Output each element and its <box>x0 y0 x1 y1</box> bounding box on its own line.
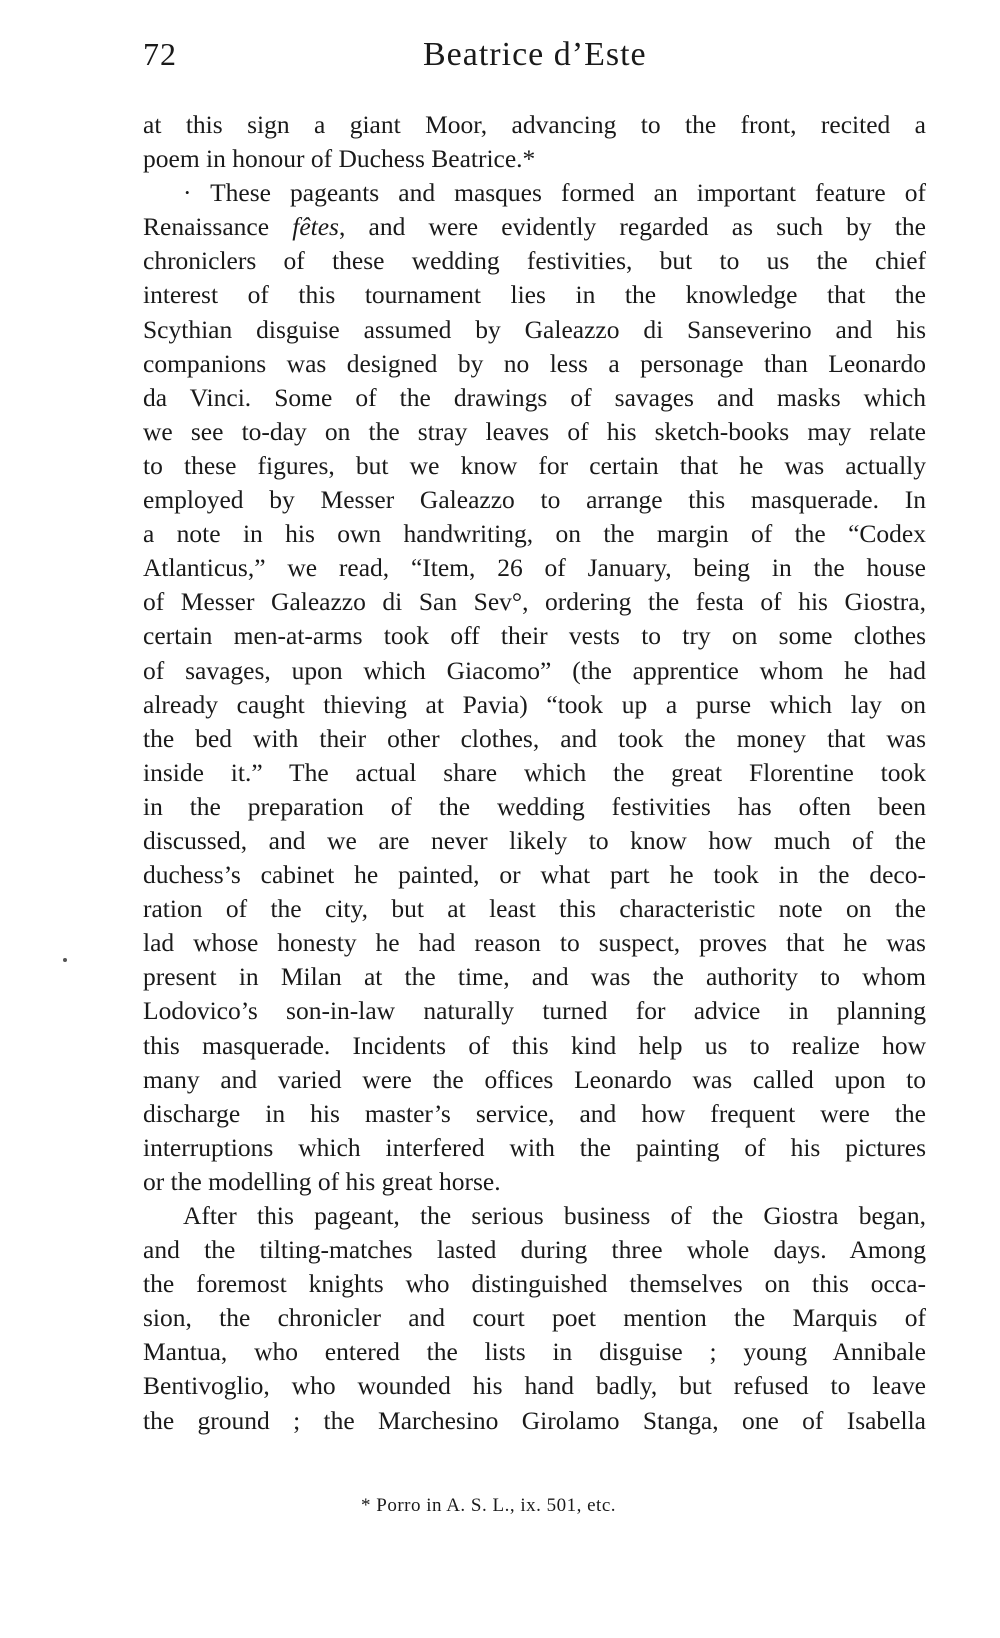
text-line: Renaissance fêtes, and were evidently regarded as such by the <box>143 212 927 242</box>
text-line: at this sign a giant Moor, advancing to the front, recited a <box>143 110 926 139</box>
text-line: to these figures, but we know for certain that he was actually <box>143 450 926 480</box>
running-title: Beatrice d’Este <box>423 36 647 73</box>
text-line: discharge in his master’s service, and how frequent were the <box>143 1098 926 1128</box>
footnote: * Porro in A. S. L., ix. 501, etc. <box>361 1495 617 1516</box>
text-line: After this pageant, the serious business of the Giostra began, <box>183 1201 926 1230</box>
text-line: employed by Messer Galeazzo to arrange this masquerade. In <box>143 485 926 515</box>
text-line: ration of the city, but at least this characteristic note on the <box>143 894 926 924</box>
text-line: companions was designed by no less a personage than Leonardo <box>143 348 926 378</box>
text-line: the foremost knights who distinguished themselves on this occa- <box>143 1269 926 1299</box>
text-line: we see to-day on the stray leaves of his sketch-books may relate <box>143 416 926 446</box>
text-line: Scythian disguise assumed by Galeazzo di Sanseverino and his <box>143 314 926 344</box>
text-line: duchess’s cabinet he painted, or what part he took in the deco- <box>143 860 926 890</box>
text-line: Lodovico’s son-in-law naturally turned for advice in planning <box>143 996 926 1026</box>
text-line: · These pageants and masques formed an important feature of <box>183 178 926 208</box>
text-line: sion, the chronicler and court poet mention the Marquis of <box>143 1303 926 1333</box>
text-line: this masquerade. Incidents of this kind help us to realize how <box>143 1030 926 1060</box>
text-line: or the modelling of his great horse. <box>143 1166 501 1196</box>
text-line: of Messer Galeazzo di San Sev°, ordering the festa of his Giostra, <box>143 587 926 617</box>
page-header <box>143 36 925 86</box>
text-line: chroniclers of these wedding festivities, but to us the chief <box>143 246 926 276</box>
stray-ink-mark <box>63 958 67 962</box>
text-line: certain men-at-arms took off their vests to try on some clothes <box>143 621 926 651</box>
text-line: poem in honour of Duchess Beatrice.* <box>143 144 536 174</box>
text-line: in the preparation of the wedding festivities has often been <box>143 791 926 821</box>
text-line: many and varied were the offices Leonardo was called upon to <box>143 1064 926 1094</box>
text-line: of savages, upon which Giacomo” (the apprentice whom he had <box>143 655 926 685</box>
text-line: Mantua, who entered the lists in disguise ; young Annibale <box>143 1337 926 1367</box>
text-line: inside it.” The actual share which the great Florentine took <box>143 757 926 787</box>
text-line: and the tilting-matches lasted during three whole days. Among <box>143 1235 926 1265</box>
text-line: the bed with their other clothes, and took the money that was <box>143 723 926 753</box>
text-line: present in Milan at the time, and was the authority to whom <box>143 962 926 992</box>
text-line: lad whose honesty he had reason to suspect, proves that he was <box>143 928 926 958</box>
text-line: Bentivoglio, who wounded his hand badly, but refused to leave <box>143 1371 926 1401</box>
text-line: interest of this tournament lies in the knowledge that the <box>143 280 926 310</box>
italic-word: fêtes <box>292 212 339 242</box>
text-line: discussed, and we are never likely to know how much of the <box>143 825 926 855</box>
body-text <box>143 108 926 1438</box>
page-number: 72 <box>143 36 177 72</box>
text-line: the ground ; the Marchesino Girolamo Stanga, one of Isabella <box>143 1405 926 1435</box>
text-line: Atlanticus,” we read, “Item, 26 of January, being in the house <box>143 553 926 583</box>
text-line: interruptions which interfered with the painting of his pictures <box>143 1132 926 1162</box>
text-line: da Vinci. Some of the drawings of savages and masks which <box>143 382 926 412</box>
text-line: a note in his own handwriting, on the margin of the “Codex <box>143 519 926 549</box>
text-line: already caught thieving at Pavia) “took up a purse which lay on <box>143 689 926 719</box>
